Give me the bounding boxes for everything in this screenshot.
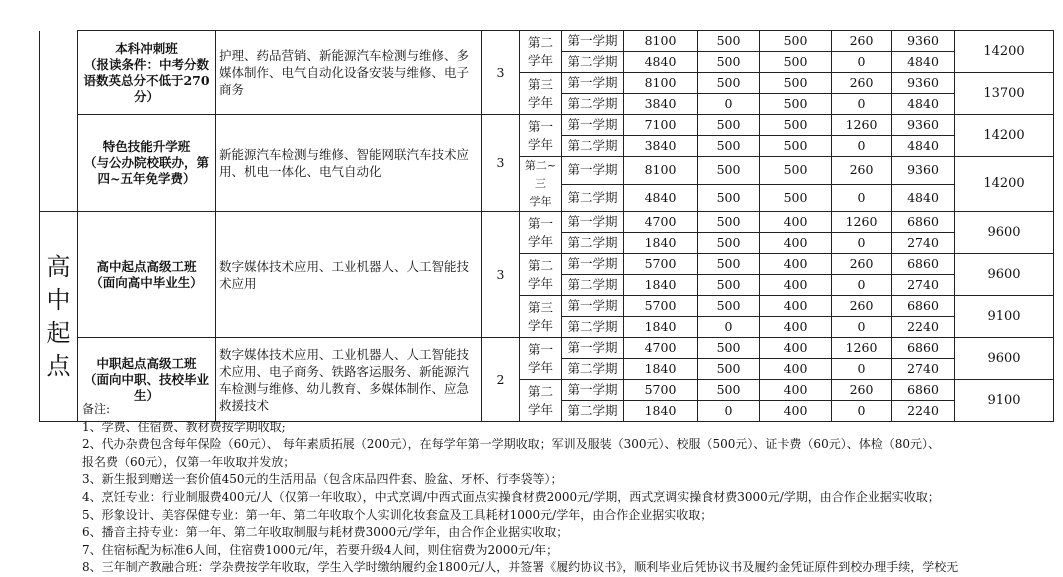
- notes-section: [82, 401, 958, 577]
- majors-cell: 数字媒体技术应用、工业机器人、人工智能技术应用: [216, 212, 482, 338]
- fee-cell: 500: [760, 136, 832, 157]
- fee-cell: 260: [832, 380, 892, 401]
- semester-cell: 第一学期: [562, 296, 624, 317]
- fee-cell: 260: [832, 31, 892, 52]
- fee-cell: 9360: [892, 115, 955, 136]
- fee-cell: 2240: [892, 317, 955, 338]
- fee-cell: 2740: [892, 275, 955, 296]
- school-year-cell: 第一 学年: [520, 115, 562, 157]
- fee-cell: 0: [832, 233, 892, 254]
- fee-cell: 2240: [892, 401, 955, 422]
- fee-table: [39, 30, 1054, 422]
- fee-row: [40, 31, 1054, 52]
- annual-total-cell: 9100: [955, 380, 1054, 422]
- fee-cell: 500: [698, 359, 760, 380]
- category-cell: 高 中 起 点: [40, 212, 78, 422]
- fee-cell: 500: [698, 254, 760, 275]
- fee-cell: 500: [698, 296, 760, 317]
- majors-cell: 护理、药品营销、新能源汽车检测与维修、多媒体制作、电气自动化设备安装与维修、电子商务: [216, 31, 482, 115]
- fee-cell: 500: [760, 52, 832, 73]
- fee-cell: 400: [760, 254, 832, 275]
- school-year-cell: 第二 学年: [520, 31, 562, 73]
- note-line: 4、烹饪专业：行业制服费400元/人（仅第一年收取），中式烹调/中西式面点实操食材费2000元/学期，西式烹调实操食材费3000元/学期，由合作企业据实收取；: [82, 489, 940, 504]
- fee-cell: 7100: [624, 115, 698, 136]
- majors-cell: 新能源汽车检测与维修、智能网联汽车技术应用、机电一体化、电气自动化: [216, 115, 482, 212]
- school-year-cell: 第二 学年: [520, 380, 562, 422]
- fee-cell: 1840: [624, 275, 698, 296]
- class-name-cell: 特色技能升学班 （与公办院校联办，第四~五年免学费）: [78, 115, 216, 212]
- fee-cell: 0: [832, 136, 892, 157]
- fee-cell: 500: [698, 338, 760, 359]
- duration-cell: 3: [482, 115, 520, 212]
- note-line: 5、形象设计、美容保健专业：第一年、第二年收取个人实训化妆套盒及工具耗材1000元/学年，由合作企业据实收取；: [82, 507, 713, 522]
- fee-cell: 1260: [832, 338, 892, 359]
- note-line: 7、住宿标配为标准6人间，住宿费1000元/年，若要升级4人间，则住宿费为2000元/年；: [82, 542, 559, 557]
- fee-cell: 500: [698, 212, 760, 233]
- semester-cell: 第二学期: [562, 136, 624, 157]
- school-year-cell: 第三 学年: [520, 73, 562, 115]
- note-line: 2、代办杂费包含每年保险（60元）、 每年素质拓展（200元），在每学年第一学期收取；军训及服装（300元）、校服（500元）、证卡费（60元）、体检（80元）、: [82, 437, 940, 452]
- fee-cell: 4840: [892, 94, 955, 115]
- semester-cell: 第二学期: [562, 359, 624, 380]
- fee-cell: 6860: [892, 380, 955, 401]
- fee-cell: 4840: [892, 184, 955, 212]
- fee-cell: 400: [760, 401, 832, 422]
- fee-cell: 2740: [892, 233, 955, 254]
- fee-cell: 400: [760, 338, 832, 359]
- semester-cell: 第二学期: [562, 317, 624, 338]
- semester-cell: 第一学期: [562, 338, 624, 359]
- class-name-cell: 本科冲刺班 （报读条件：中考分数语数英总分不低于270分）: [78, 31, 216, 115]
- semester-cell: 第一学期: [562, 157, 624, 185]
- duration-cell: 3: [482, 212, 520, 338]
- fee-cell: 3840: [624, 136, 698, 157]
- fee-cell: 8100: [624, 31, 698, 52]
- fee-cell: 4840: [624, 184, 698, 212]
- fee-cell: 1840: [624, 233, 698, 254]
- fee-cell: 4700: [624, 212, 698, 233]
- fee-cell: 500: [760, 184, 832, 212]
- school-year-cell: 第二 学年: [520, 254, 562, 296]
- fee-cell: 9360: [892, 157, 955, 185]
- note-line: 6、播音主持专业：第一年、第二年收取制服与耗材费3000元/学年，由合作企业据实收取；: [82, 525, 569, 540]
- fee-cell: 0: [832, 401, 892, 422]
- annual-total-cell: 14200: [955, 31, 1054, 73]
- notes-title: 备注:: [82, 402, 111, 416]
- annual-total-cell: 9600: [955, 254, 1054, 296]
- fee-cell: 500: [698, 275, 760, 296]
- annual-total-cell: 9600: [955, 338, 1054, 380]
- category-cell-empty: [40, 115, 78, 212]
- school-year-cell: 第一 学年: [520, 212, 562, 254]
- fee-row: [40, 115, 1054, 136]
- class-name-cell: 中职起点高级工班 （面向中职、技校毕业生）: [78, 338, 216, 422]
- semester-cell: 第一学期: [562, 115, 624, 136]
- fee-cell: 9360: [892, 73, 955, 94]
- fee-cell: 400: [760, 359, 832, 380]
- fee-cell: 260: [832, 157, 892, 185]
- semester-cell: 第一学期: [562, 212, 624, 233]
- fee-cell: 4840: [892, 136, 955, 157]
- fee-cell: 500: [760, 31, 832, 52]
- semester-cell: 第二学期: [562, 52, 624, 73]
- category-cell-empty: [40, 31, 78, 115]
- fee-cell: 0: [698, 317, 760, 338]
- annual-total-cell: 13700: [955, 73, 1054, 115]
- duration-cell: 3: [482, 31, 520, 115]
- fee-cell: 2740: [892, 359, 955, 380]
- fee-cell: 6860: [892, 296, 955, 317]
- fee-cell: 500: [760, 157, 832, 185]
- fee-cell: 6860: [892, 338, 955, 359]
- semester-cell: 第二学期: [562, 401, 624, 422]
- fee-cell: 500: [760, 94, 832, 115]
- fee-cell: 400: [760, 296, 832, 317]
- fee-cell: 500: [698, 52, 760, 73]
- fee-cell: 500: [698, 157, 760, 185]
- fee-cell: 500: [698, 184, 760, 212]
- fee-cell: 400: [760, 275, 832, 296]
- fee-cell: 0: [832, 275, 892, 296]
- note-line: 8、三年制产教融合班：学杂费按学年收取，学生入学时缴纳履约金1800元/人，并签署《履约协议书》，顺利毕业后凭协议书及履约金凭证原件到校办理手续，学校无: [82, 560, 959, 575]
- fee-cell: 500: [698, 233, 760, 254]
- annual-total-cell: 9100: [955, 296, 1054, 338]
- fee-cell: 0: [698, 401, 760, 422]
- semester-cell: 第二学期: [562, 94, 624, 115]
- semester-cell: 第一学期: [562, 254, 624, 275]
- semester-cell: 第一学期: [562, 73, 624, 94]
- fee-row: [40, 338, 1054, 359]
- annual-total-cell: 14200: [955, 157, 1054, 212]
- fee-cell: 5700: [624, 380, 698, 401]
- fee-cell: 1840: [624, 317, 698, 338]
- fee-cell: 0: [832, 94, 892, 115]
- fee-cell: 500: [698, 31, 760, 52]
- fee-cell: 5700: [624, 296, 698, 317]
- fee-cell: 260: [832, 254, 892, 275]
- fee-table-body: [40, 31, 1054, 422]
- fee-cell: 260: [832, 73, 892, 94]
- school-year-cell: 第一 学年: [520, 338, 562, 380]
- semester-cell: 第二学期: [562, 275, 624, 296]
- fee-cell: 8100: [624, 73, 698, 94]
- fee-cell: 400: [760, 233, 832, 254]
- annual-total-cell: 14200: [955, 115, 1054, 157]
- fee-cell: 400: [760, 212, 832, 233]
- fee-cell: 500: [698, 136, 760, 157]
- school-year-cell: 第二~三 学年: [520, 157, 562, 212]
- fee-cell: 500: [698, 380, 760, 401]
- fee-row: [40, 212, 1054, 233]
- fee-cell: 4700: [624, 338, 698, 359]
- annual-total-cell: 9600: [955, 212, 1054, 254]
- fee-cell: 1840: [624, 401, 698, 422]
- semester-cell: 第一学期: [562, 380, 624, 401]
- fee-cell: 4840: [624, 52, 698, 73]
- fee-cell: 1260: [832, 115, 892, 136]
- fee-cell: 0: [832, 359, 892, 380]
- duration-cell: 2: [482, 338, 520, 422]
- fee-cell: 9360: [892, 31, 955, 52]
- note-line: 3、新生报到赠送一套价值450元的生活用品（包含床品四件套、脸盆、牙杯、行李袋等）；: [82, 472, 563, 487]
- fee-cell: 0: [832, 184, 892, 212]
- fee-cell: 500: [698, 73, 760, 94]
- school-year-cell: 第三 学年: [520, 296, 562, 338]
- fee-cell: 4840: [892, 52, 955, 73]
- semester-cell: 第二学期: [562, 233, 624, 254]
- note-line: 报名费（60元），仅第一年收取并发放；: [82, 454, 296, 469]
- fee-cell: 500: [760, 115, 832, 136]
- fee-cell: 6860: [892, 254, 955, 275]
- fee-cell: 6860: [892, 212, 955, 233]
- semester-cell: 第二学期: [562, 184, 624, 212]
- fee-cell: 1260: [832, 212, 892, 233]
- fee-cell: 0: [698, 94, 760, 115]
- fee-cell: 1840: [624, 359, 698, 380]
- note-line: 1、学费、住宿费、教材费按学期收取;: [82, 419, 286, 434]
- fee-cell: 0: [832, 317, 892, 338]
- semester-cell: 第一学期: [562, 31, 624, 52]
- fee-cell: 5700: [624, 254, 698, 275]
- fee-cell: 0: [832, 52, 892, 73]
- fee-cell: 400: [760, 317, 832, 338]
- fee-cell: 3840: [624, 94, 698, 115]
- majors-cell: 数字媒体技术应用、工业机器人、人工智能技术应用、电子商务、铁路客运服务、新能源汽车检测与维修、幼儿教育、多媒体制作、应急救援技术: [216, 338, 482, 422]
- fee-cell: 400: [760, 380, 832, 401]
- fee-cell: 500: [698, 115, 760, 136]
- fee-cell: 8100: [624, 157, 698, 185]
- class-name-cell: 高中起点高级工班 （面向高中毕业生）: [78, 212, 216, 338]
- fee-cell: 500: [760, 73, 832, 94]
- fee-cell: 260: [832, 296, 892, 317]
